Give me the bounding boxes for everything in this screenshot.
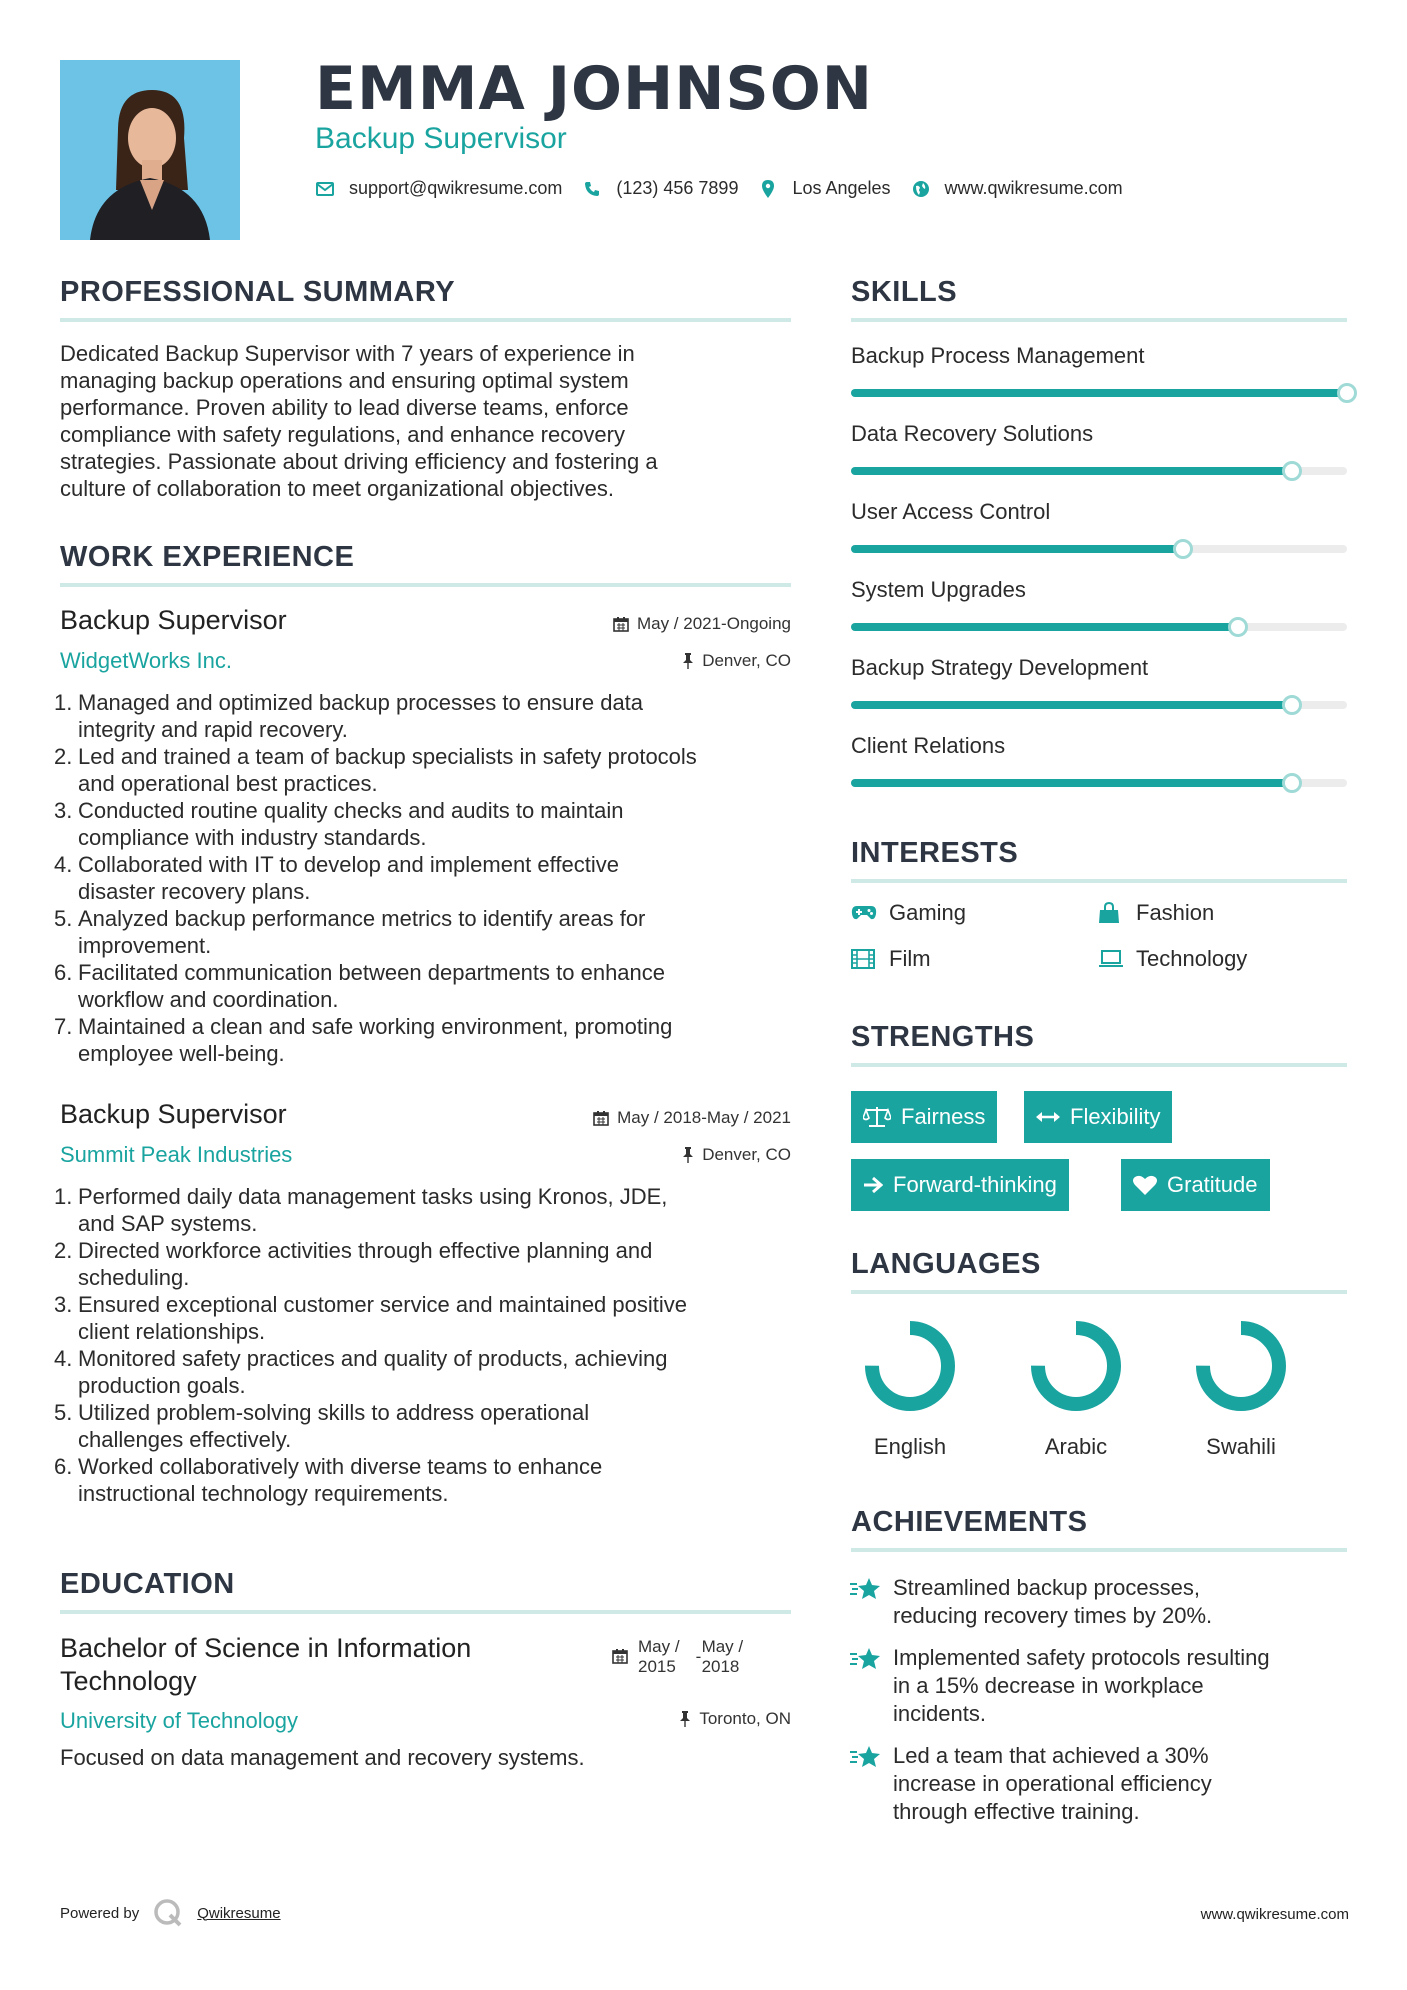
- website-text: www.qwikresume.com: [944, 178, 1123, 198]
- interest-label: Fashion: [1136, 900, 1215, 925]
- map-pin-icon: [758, 179, 778, 199]
- strength-label: Gratitude: [1167, 1172, 1258, 1197]
- skill-bar: [851, 701, 1347, 709]
- skill-label: System Upgrades: [851, 577, 1026, 602]
- summary-divider: [60, 318, 791, 322]
- interest-label: Gaming: [889, 900, 967, 925]
- achievements-heading: ACHIEVEMENTS: [851, 1506, 1088, 1538]
- job-dates-text: May / 2018-May / 2021: [617, 1108, 791, 1127]
- skill-label: Backup Strategy Development: [851, 655, 1149, 680]
- skill-bar: [851, 545, 1347, 553]
- strength-chip-gratitude: [1121, 1159, 1270, 1211]
- education-location: [679, 1709, 791, 1729]
- education-location-text: Toronto, ON: [699, 1709, 791, 1728]
- laptop-icon: [1098, 950, 1126, 968]
- job-location-text: Denver, CO: [702, 1145, 791, 1164]
- company-name[interactable]: WidgetWorks Inc.: [60, 648, 232, 673]
- globe-icon: [911, 179, 931, 199]
- arrows-horizontal-icon: [1036, 1110, 1060, 1124]
- experience-divider: [60, 583, 791, 587]
- education-description: Focused on data management and recovery systems.: [60, 1745, 585, 1770]
- skill-label: Backup Process Management: [851, 343, 1145, 368]
- list-item: 1. Performed daily data management tasks using Kronos, JDE, and SAP systems.: [54, 1184, 668, 1236]
- shopping-bag-icon: [1098, 902, 1126, 924]
- language-item: [855, 1318, 965, 1460]
- contact-website[interactable]: [911, 178, 1123, 199]
- job-dates: [613, 614, 791, 634]
- language-ring-arc: [872, 1328, 948, 1404]
- interest-label: Film: [889, 946, 931, 971]
- language-name: Arabic: [1044, 1434, 1108, 1459]
- language-name: Swahili: [1206, 1434, 1276, 1459]
- languages-divider: [851, 1290, 1347, 1294]
- shooting-star-icon: [849, 1644, 883, 1728]
- phone-icon: [582, 179, 602, 199]
- strength-chip-forward-thinking: [851, 1159, 1069, 1211]
- pushpin-icon: [682, 653, 694, 669]
- interest-label: Technology: [1136, 946, 1248, 971]
- strength-label: Forward-thinking: [893, 1172, 1057, 1197]
- interests-heading: INTERESTS: [851, 837, 1019, 869]
- skill-label: User Access Control: [851, 499, 1051, 524]
- powered-by-text: Powered by: [60, 1904, 140, 1922]
- skill-bar: [851, 623, 1347, 631]
- footer-website[interactable]: www.qwikresume.com: [1200, 1906, 1349, 1923]
- gamepad-icon: [851, 905, 879, 921]
- location-text: Los Angeles: [792, 178, 891, 198]
- job-bullets: [54, 689, 799, 1067]
- summary-line: culture of collaboration to meet organizational objectives.: [60, 476, 614, 501]
- skill-bar-fill: [851, 623, 1238, 631]
- job-dates-text: May / 2021-Ongoing: [636, 614, 791, 633]
- degree-line: Bachelor of Science in Information: [60, 1633, 472, 1663]
- envelope-icon: [315, 179, 335, 199]
- achievements-divider: [851, 1548, 1347, 1552]
- skill-label: Data Recovery Solutions: [851, 421, 1094, 446]
- contact-phone[interactable]: [582, 178, 738, 199]
- heart-icon: [1133, 1175, 1157, 1195]
- list-item: 4. Monitored safety practices and quality of products, achieving production goals.: [54, 1346, 668, 1398]
- education-heading: EDUCATION: [60, 1568, 235, 1600]
- skill-bar-knob: [1228, 617, 1248, 637]
- skill-label: Client Relations: [851, 733, 1006, 758]
- job-title: Backup Supervisor: [60, 605, 287, 635]
- skill-bar: [851, 467, 1347, 475]
- strength-label: Flexibility: [1070, 1104, 1161, 1129]
- qwikresume-logo-icon: [153, 1898, 183, 1928]
- candidate-role: Backup Supervisor: [315, 122, 567, 155]
- education-divider: [60, 1610, 791, 1614]
- skills-heading: SKILLS: [851, 276, 958, 308]
- strength-label: Fairness: [901, 1104, 986, 1129]
- language-proficiency-ring: [1028, 1318, 1124, 1414]
- skill-bar: [851, 389, 1347, 397]
- strength-chip-flexibility: [1024, 1091, 1172, 1143]
- skill-bar-fill: [851, 701, 1292, 709]
- company-name[interactable]: Summit Peak Industries: [60, 1142, 293, 1167]
- language-name: English: [873, 1434, 947, 1459]
- summary-line: performance. Proven ability to lead diverse teams, enforce: [60, 395, 629, 420]
- skills-divider: [851, 318, 1347, 322]
- skill-bar-knob: [1337, 383, 1357, 403]
- phone-text: (123) 456 7899: [616, 178, 739, 198]
- calendar-icon: [612, 1648, 628, 1664]
- job-title: Backup Supervisor: [60, 1099, 287, 1129]
- calendar-icon: [593, 1110, 609, 1126]
- achievement-item: Streamlined backup processes, reducing recovery times by 20%.: [849, 1574, 1212, 1630]
- achievement-item: Implemented safety protocols resulting in a 15% decrease in workplace incidents.: [849, 1644, 1270, 1728]
- film-icon: [851, 949, 879, 969]
- degree-title: [60, 1632, 471, 1698]
- education-end-date: - May / 2018: [695, 1637, 744, 1676]
- experience-heading: WORK EXPERIENCE: [60, 541, 355, 573]
- list-item: 1. Managed and optimized backup processes to ensure data integrity and rapid recovery.: [54, 690, 644, 742]
- language-item: [1186, 1318, 1296, 1460]
- skill-bar: [851, 779, 1347, 787]
- list-item: 5. Utilized problem-solving skills to address operational challenges effectively.: [54, 1400, 590, 1452]
- language-item: [1021, 1318, 1131, 1460]
- balance-scale-icon: [863, 1106, 891, 1128]
- skill-bar-fill: [851, 467, 1292, 475]
- interest-technology: [1098, 946, 1247, 972]
- calendar-icon: [613, 616, 629, 632]
- arrow-right-icon: [863, 1176, 883, 1194]
- shooting-star-icon: [849, 1574, 883, 1630]
- qwikresume-link[interactable]: Qwikresume: [197, 1904, 281, 1922]
- language-proficiency-ring: [1193, 1318, 1289, 1414]
- skill-bar-fill: [851, 389, 1347, 397]
- list-item: 6. Worked collaboratively with diverse teams to enhance instructional technology requirements.: [54, 1454, 603, 1506]
- interests-divider: [851, 879, 1347, 883]
- summary-text: [60, 340, 791, 502]
- summary-heading: PROFESSIONAL SUMMARY: [60, 276, 456, 308]
- degree-line: Technology: [60, 1666, 197, 1696]
- job-location: [682, 1145, 791, 1165]
- list-item: 2. Directed workforce activities through effective planning and scheduling.: [54, 1238, 653, 1290]
- list-item: 3. Ensured exceptional customer service and maintained positive client relationships.: [54, 1292, 687, 1344]
- job-location: [682, 651, 791, 671]
- school-name[interactable]: University of Technology: [60, 1708, 299, 1733]
- interest-gaming: [851, 900, 966, 926]
- candidate-name: EMMA JOHNSON: [315, 54, 873, 124]
- contact-email[interactable]: [315, 178, 562, 199]
- list-item: 4. Collaborated with IT to develop and implement effective disaster recovery plans.: [54, 852, 619, 904]
- interest-fashion: [1098, 900, 1214, 926]
- strengths-divider: [851, 1063, 1347, 1067]
- footer-powered-by: [60, 1898, 281, 1928]
- achievement-item: Led a team that achieved a 30% increase in operational efficiency through effective training.: [849, 1742, 1212, 1826]
- list-item: 5. Analyzed backup performance metrics to identify areas for improvement.: [54, 906, 646, 958]
- skill-bar-knob: [1282, 695, 1302, 715]
- profile-photo: [60, 60, 240, 240]
- interest-film: [851, 946, 931, 972]
- skill-bar-fill: [851, 779, 1292, 787]
- shooting-star-icon: [849, 1742, 883, 1826]
- skill-bar-knob: [1282, 773, 1302, 793]
- job-bullets: [54, 1183, 799, 1507]
- education-dates: [612, 1637, 743, 1677]
- skill-bar-fill: [851, 545, 1183, 553]
- language-ring-arc: [1038, 1328, 1114, 1404]
- list-item: 7. Maintained a clean and safe working environment, promoting employee well-being.: [54, 1014, 673, 1066]
- summary-line: Dedicated Backup Supervisor with 7 years of experience in: [60, 341, 635, 366]
- list-item: 6. Facilitated communication between departments to enhance workflow and coordination.: [54, 960, 666, 1012]
- list-item: 2. Led and trained a team of backup specialists in safety protocols and operational best practices.: [54, 744, 697, 796]
- skill-bar-knob: [1282, 461, 1302, 481]
- job-dates: [593, 1108, 791, 1128]
- strengths-heading: STRENGTHS: [851, 1021, 1035, 1053]
- contact-location: [758, 178, 890, 199]
- education-start-date: May / 2015: [638, 1637, 680, 1676]
- job-location-text: Denver, CO: [702, 651, 791, 670]
- pushpin-icon: [682, 1147, 694, 1163]
- language-ring-arc: [1203, 1328, 1279, 1404]
- pushpin-icon: [679, 1711, 691, 1727]
- summary-line: strategies. Passionate about driving efficiency and fostering a: [60, 449, 658, 474]
- strength-chip-fairness: [851, 1091, 997, 1143]
- summary-line: managing backup operations and ensuring optimal system: [60, 368, 629, 393]
- list-item: 3. Conducted routine quality checks and audits to maintain compliance with industry standards.: [54, 798, 624, 850]
- contact-bar: [315, 178, 1143, 199]
- avatar: [60, 60, 240, 240]
- skill-bar-knob: [1173, 539, 1193, 559]
- summary-line: compliance with safety regulations, and enhance recovery: [60, 422, 625, 447]
- languages-heading: LANGUAGES: [851, 1248, 1041, 1280]
- language-proficiency-ring: [862, 1318, 958, 1414]
- email-text: support@qwikresume.com: [349, 178, 563, 198]
